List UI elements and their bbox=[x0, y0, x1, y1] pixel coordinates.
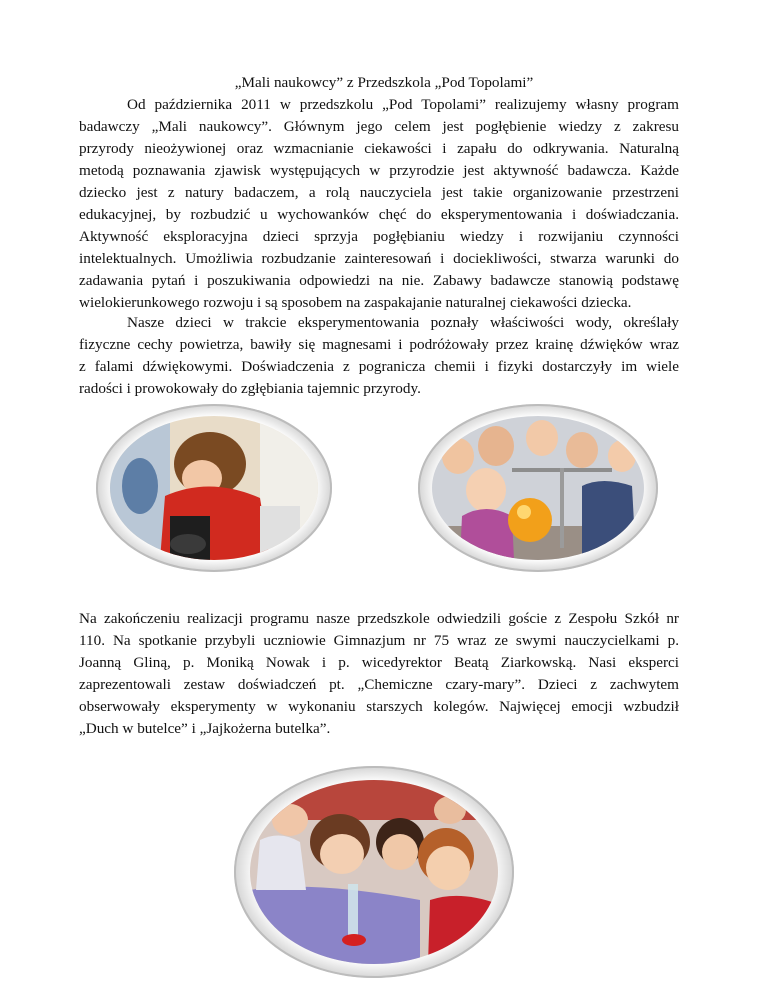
photo-boy-experiment bbox=[96, 404, 332, 572]
paragraph-experiments bbox=[79, 312, 679, 400]
photo-boy-image bbox=[110, 416, 318, 560]
text-line: obserwowały eksperymenty w wykonaniu starszych kolegów. Najwięcej emocji wzbudził bbox=[79, 698, 679, 715]
text-line: wielokierunkowego rozwoju i są sposobem na zaspakajanie naturalnej ciekawości dziecka. bbox=[79, 294, 632, 311]
text-line: „Duch w butelce” i „Jajkożerna butelka”. bbox=[79, 720, 331, 737]
text-line: fizyczne cechy powietrza, bawiły się magnesami i podróżowały przez krainę dźwięków wraz bbox=[79, 336, 679, 353]
text-line: zadawania pytań i poszukiwania odpowiedzi na nie. Zabawy badawcze stanowią podstawę bbox=[79, 272, 679, 289]
text-line: metodą poznawania zjawisk występujących w przyrodzie jest aktywność badawcza. Każde bbox=[79, 162, 679, 179]
text-line: badawczy „Mali naukowcy”. Głównym jego celem jest pogłębienie wiedzy z zakresu bbox=[79, 118, 679, 135]
photo-demo-image bbox=[250, 780, 498, 964]
text-line: Na zakończeniu realizacji programu nasze przedszkole odwiedzili goście z Zespołu Szkół nr bbox=[79, 610, 679, 627]
photo-children-balance bbox=[418, 404, 658, 572]
text-line: zaprezentowali zestaw doświadczeń pt. „Chemiczne czary-mary”. Dzieci z zachwytem bbox=[79, 676, 679, 693]
text-line: radości i prowokowały do zgłębiania tajemnic przyrody. bbox=[79, 380, 421, 397]
text-line: Joanną Gliną, p. Moniką Nowak i p. wicedyrektor Beatą Ziarkowską. Nasi eksperci bbox=[79, 654, 679, 671]
paragraph-visit bbox=[79, 608, 679, 740]
text-line: przyrody nieożywionej oraz wzmacnianie ciekawości i zapału do odkrywania. Naturalną bbox=[79, 140, 679, 157]
text-line: Aktywność eksploracyjna dzieci sprzyja pogłębianiu wiedzy i rozwijaniu czynności bbox=[79, 228, 679, 245]
text-line: Od października 2011 w przedszkolu „Pod Topolami” realizujemy własny program bbox=[127, 96, 679, 113]
paragraph-program-intro bbox=[79, 94, 679, 314]
text-line: intelektualnych. Umożliwia rozbudzanie zainteresowań i dociekliwości, stwarza warunki do bbox=[79, 250, 679, 267]
photo-balance-image bbox=[432, 416, 644, 560]
photo-chemistry-demo bbox=[234, 766, 514, 978]
document-title: „Mali naukowcy” z Przedszkola „Pod Topolami” bbox=[234, 74, 534, 91]
text-line: 110. Na spotkanie przybyli uczniowie Gimnazjum nr 75 wraz ze swymi nauczycielkami p. bbox=[79, 632, 679, 649]
text-line: edukacyjnej, by rozbudzić u wychowanków chęć do eksperymentowania i doświadczania. bbox=[79, 206, 679, 223]
text-line: z falami dźwiękowymi. Doświadczenia z pogranicza chemii i fizyki dostarczyły im wiele bbox=[79, 358, 679, 375]
text-line: Nasze dzieci w trakcie eksperymentowania poznały właściwości wody, określały bbox=[127, 314, 679, 331]
text-line: dziecko jest z natury badaczem, a rolą nauczyciela jest takie organizowanie przestrzeni bbox=[79, 184, 679, 201]
